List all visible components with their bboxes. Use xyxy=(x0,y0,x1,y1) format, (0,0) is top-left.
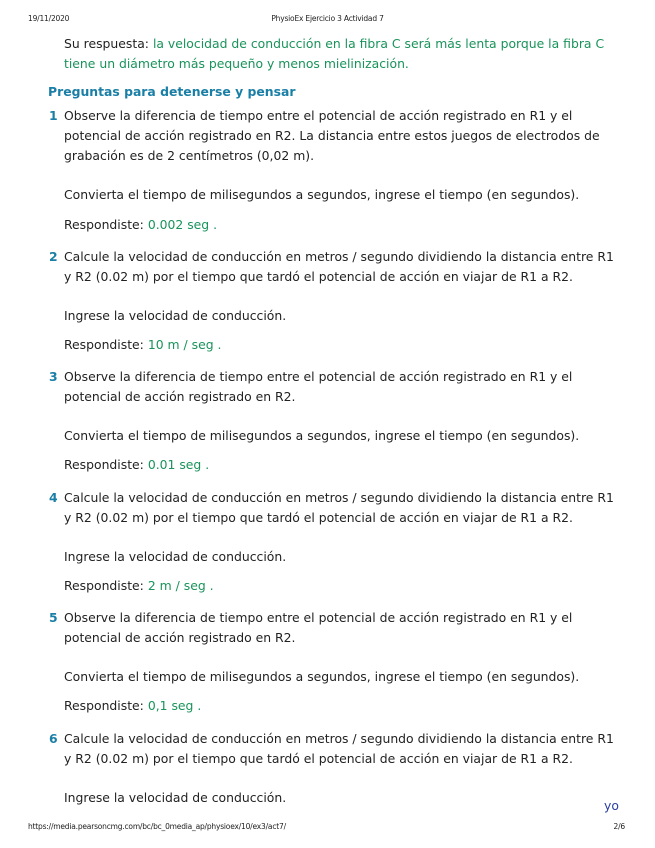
question-text: Calcule la velocidad de conducción en metros / segundo dividiendo la distancia entre R1 y R2 (0.02 m) por el tiempo que tardó el potencial de acción en viajar de R1 a R2. xyxy=(64,731,614,766)
footer-url: https://media.pearsoncmg.com/bc/bc_0media_ap/physioex/10/ex3/act7/ xyxy=(28,822,286,831)
response-value: 0.002 seg . xyxy=(147,217,218,232)
response-label: Respondiste: xyxy=(64,578,144,593)
answer-label: Su respuesta: xyxy=(64,36,149,51)
question-response xyxy=(64,698,201,713)
question-response xyxy=(64,457,209,472)
question-response xyxy=(64,337,221,352)
response-label: Respondiste: xyxy=(64,337,144,352)
question-number: 2 xyxy=(49,249,58,264)
question-response xyxy=(64,578,214,593)
answer-block xyxy=(64,34,624,74)
question-prompt: Ingrese la velocidad de conducción. xyxy=(64,790,287,805)
footer-page-number: 2/6 xyxy=(613,822,625,831)
question-number: 6 xyxy=(49,731,58,746)
question-response xyxy=(64,217,217,232)
response-label: Respondiste: xyxy=(64,457,144,472)
question-prompt: Convierta el tiempo de milisegundos a segundos, ingrese el tiempo (en segundos). xyxy=(64,187,580,202)
question-text: Observe la diferencia de tiempo entre el potencial de acción registrado en R1 y el potencial de acción registrado en R2. La distancia entre estos juegos de electrodos de grabación es de 2 centímetros (0,02 m). xyxy=(64,108,600,163)
section-title: Preguntas para detenerse y pensar xyxy=(48,84,296,99)
question-text: Calcule la velocidad de conducción en metros / segundo dividiendo la distancia entre R1 y R2 (0.02 m) por el tiempo que tardó el potencial de acción en viajar de R1 a R2. xyxy=(64,490,614,525)
question-prompt: Convierta el tiempo de milisegundos a segundos, ingrese el tiempo (en segundos). xyxy=(64,669,580,684)
response-value: 10 m / seg . xyxy=(147,337,222,352)
header-date: 19/11/2020 xyxy=(28,14,70,23)
question-prompt: Convierta el tiempo de milisegundos a segundos, ingrese el tiempo (en segundos). xyxy=(64,428,580,443)
response-label: Respondiste: xyxy=(64,217,144,232)
question-number: 3 xyxy=(49,369,58,384)
question-number: 1 xyxy=(49,108,58,123)
question-text: Calcule la velocidad de conducción en metros / segundo dividiendo la distancia entre R1 y R2 (0.02 m) por el tiempo que tardó el potencial de acción en viajar de R1 a R2. xyxy=(64,249,614,284)
question-text: Observe la diferencia de tiempo entre el potencial de acción registrado en R1 y el potencial de acción registrado en R2. xyxy=(64,610,573,645)
answer-text: la velocidad de conducción en la fibra C será más lenta porque la fibra C tiene un diámetro más pequeño y menos mielinización. xyxy=(64,36,605,71)
trailing-text: yo xyxy=(604,798,619,813)
response-value: 0,1 seg . xyxy=(147,698,202,713)
question-number: 4 xyxy=(49,490,58,505)
response-value: 0.01 seg . xyxy=(147,457,210,472)
response-value: 2 m / seg . xyxy=(147,578,214,593)
question-number: 5 xyxy=(49,610,58,625)
question-prompt: Ingrese la velocidad de conducción. xyxy=(64,549,287,564)
question-prompt: Ingrese la velocidad de conducción. xyxy=(64,308,287,323)
response-label: Respondiste: xyxy=(64,698,144,713)
question-text: Observe la diferencia de tiempo entre el potencial de acción registrado en R1 y el potencial de acción registrado en R2. xyxy=(64,369,573,404)
header-title: PhysioEx Ejercicio 3 Actividad 7 xyxy=(271,14,384,23)
